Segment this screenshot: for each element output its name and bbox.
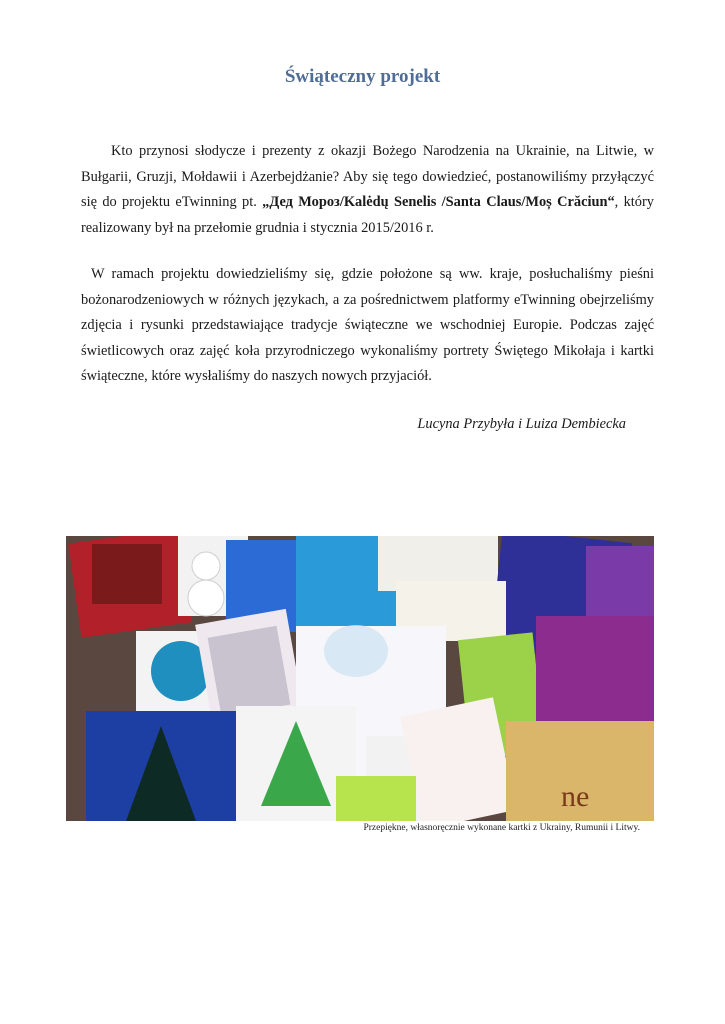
document-title: Świąteczny projekt [284, 66, 441, 87]
intro-text-end: , który realizowany był na przełomie grudnia i stycznia 2015/2016 r. [81, 194, 654, 236]
project-name: „Дед Мороз/Kalėdų Senelis /Santa Claus/Moș Crăciun“ [262, 194, 615, 210]
authors-signature: Lucyna Przybyła i Luiza Dembiecka [417, 416, 626, 432]
photo-caption: Przepiękne, własnoręcznie wykonane kartki z Ukrainy, Rumunii i Litwy. [363, 823, 640, 833]
activities-paragraph: W ramach projektu dowiedzieliśmy się, gdzie położone są ww. kraje, posłuchaliśmy pieśni bożonarodzeniowych w różnych językach, a za pośrednictwem platformy eTwinning obejrzeliśmy zdjęcia i rysunki przedstawiające tradycje świąteczne we wschodniej Europie. Podczas zajęć świetlicowych oraz zajęć koła przyrodniczego wykonaliśmy portrety Świętego Mikołaja i kartki świąteczne, które wysłaliśmy do naszych nowych przyjaciół. [81, 266, 654, 384]
christmas-cards-photo [66, 536, 654, 821]
svg-text:ne: ne [561, 780, 590, 813]
intro-text-start: Kto przynosi słodycze i prezenty z okazji Bożego Narodzenia na Ukrainie, na Litwie, w Bułgarii, Gruzji, Mołdawii i Azerbejdżanie? Aby się tego dowiedzieć, postanowiliśmy przyłączyć się do projektu eTwinning pt. [81, 143, 654, 210]
intro-paragraph [81, 139, 654, 241]
